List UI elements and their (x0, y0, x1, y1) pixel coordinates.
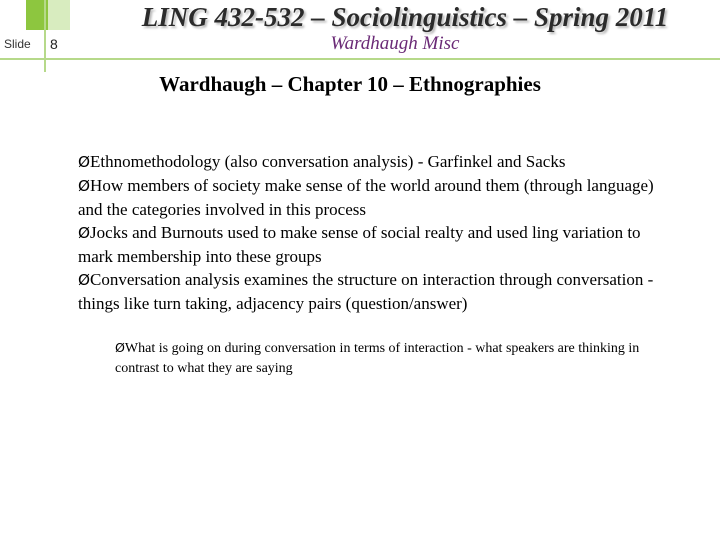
sub-bullet-text: What is going on during conversation in terms of interaction - what speakers are thinking in contrast to what they are saying (115, 341, 640, 376)
arrow-bullet-icon: Ø (78, 224, 91, 242)
bullet-item (78, 150, 678, 174)
bullet-item (78, 174, 678, 221)
bullet-list (78, 150, 678, 315)
arrow-bullet-icon: Ø (78, 271, 91, 289)
bullet-text: How members of society make sense of the world around them (through language) and the categories involved in this process (78, 176, 654, 219)
chapter-title: Wardhaugh – Chapter 10 – Ethnographies (159, 72, 541, 96)
slide-subtitle: Wardhaugh Misc (330, 33, 460, 54)
header-vertical-rule (44, 0, 46, 72)
header-horizontal-rule (0, 58, 720, 60)
bullet-item (78, 268, 678, 315)
slide-number: 8 (50, 36, 58, 52)
arrow-bullet-icon: Ø (78, 177, 91, 195)
arrow-bullet-icon: Ø (78, 153, 91, 171)
bullet-text: Ethnomethodology (also conversation analysis) - Garfinkel and Sacks (90, 152, 566, 171)
slide-label: Slide (4, 37, 31, 51)
bullet-text: Conversation analysis examines the structure on interaction through conversation - things like turn taking, adjacency pairs (question/answer) (78, 270, 654, 313)
sub-bullet-list (115, 338, 675, 379)
bullet-item (78, 221, 678, 268)
arrow-bullet-icon: Ø (115, 340, 125, 355)
decorative-square-light (48, 0, 70, 30)
course-title: LING 432-532 – Sociolinguistics – Spring 2011 (141, 2, 669, 32)
bullet-text: Jocks and Burnouts used to make sense of social realty and used ling variation to mark membership into these groups (78, 223, 641, 266)
sub-bullet-item (115, 338, 675, 379)
